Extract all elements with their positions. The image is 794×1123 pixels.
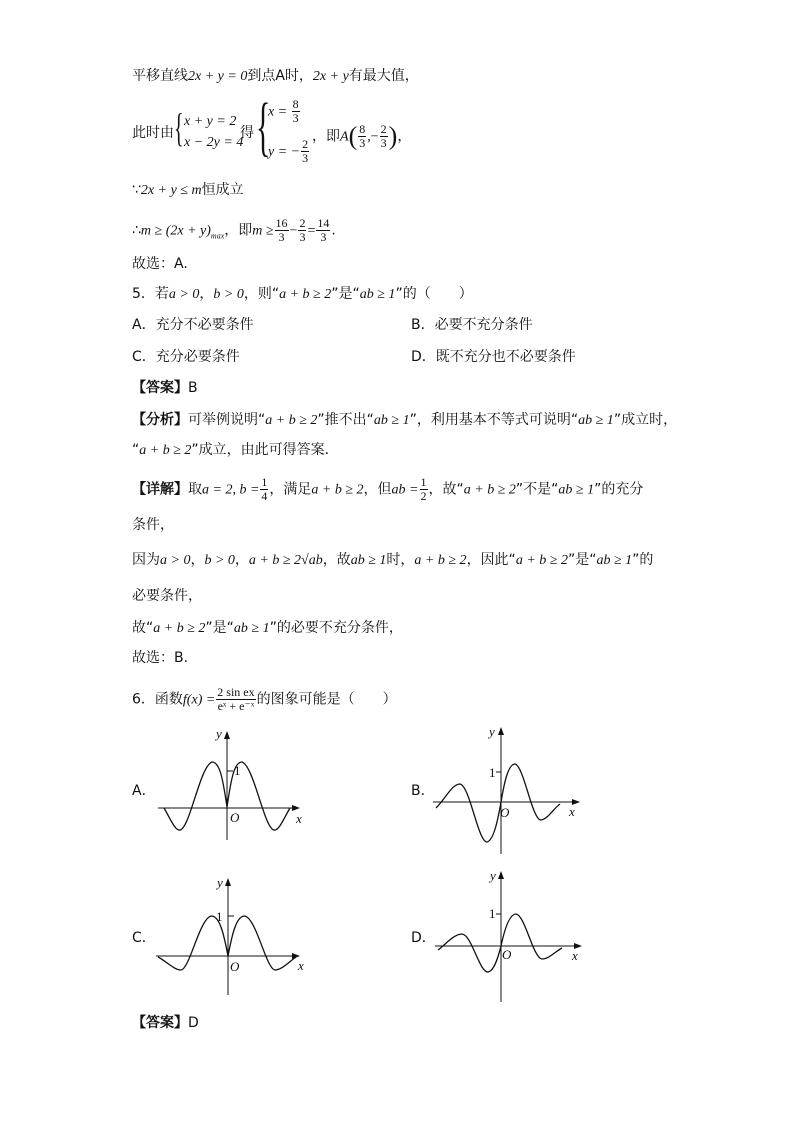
origin-label: O — [230, 959, 240, 974]
choose-b: 故选：B. — [132, 650, 189, 666]
system-2-row-1: x = $\frac{8}{3}$ — [268, 97, 299, 125]
solution-line-3 — [132, 180, 244, 201]
system-1-row-2: x − 2y = 4 — [184, 135, 244, 150]
point-expression: ，即A( $\frac{8}{3}$ ,− $\frac{2}{3}$ )， — [312, 121, 412, 151]
option-c-label: C． — [132, 930, 156, 946]
x-axis-label: x — [572, 948, 578, 963]
graph-b — [430, 724, 590, 856]
y-axis-label: y — [489, 724, 495, 739]
answer-6: 【答案】D — [132, 1015, 199, 1031]
text: 此时由 — [132, 125, 174, 141]
because-symbol: ∵ — [132, 182, 141, 198]
graph-c — [150, 875, 310, 997]
answer-5: 【答案】B — [132, 380, 198, 396]
option-a: A．充分不必要条件 — [132, 317, 254, 333]
option-b-label: B． — [411, 783, 435, 799]
tick-1-label: 1 — [489, 765, 496, 780]
origin-label: O — [502, 947, 512, 962]
text: 得 — [240, 125, 254, 141]
graph-a — [150, 728, 310, 843]
text: 平移直线 — [132, 68, 188, 84]
y-axis-label: y — [216, 726, 222, 741]
y-axis-label: y — [217, 875, 223, 890]
math: 2x + y — [312, 69, 349, 84]
solution-line-1 — [132, 66, 419, 87]
left-brace: { — [174, 105, 184, 150]
origin-label: O — [230, 810, 240, 825]
option-d-label: D． — [411, 930, 436, 946]
y-axis-label: y — [490, 868, 496, 883]
left-brace: { — [256, 90, 271, 163]
option-b: B．必要不充分条件 — [411, 317, 533, 333]
x-axis-label: x — [298, 958, 304, 973]
x-axis-label: x — [569, 804, 575, 819]
question-5-stem: 5．若a > 0，b > 0，则“a + b ≥ 2”是“ab ≥ 1”的（ ） — [132, 286, 473, 302]
tick-1-label: 1 — [234, 763, 241, 778]
detail-5-line-3: 因为a > 0，b > 0，a + b ≥ 2√ab，故ab ≥ 1时，a + b ≥ 2，因此“a + b ≥ 2”是“ab ≥ 1”的 — [132, 552, 654, 568]
math: 2x + y ≤ m — [140, 183, 202, 198]
system-1-row-1: x + y = 2 — [184, 114, 237, 129]
analysis-5-line-2: “a + b ≥ 2”成立，由此可得答案. — [132, 442, 330, 458]
max-expression: ∴m ≥ $(2x + y)_{max}$，即m ≥ $\frac{16}{3}$ − $\frac{2}{3}$ = $\frac{14}{3}$ . — [132, 216, 336, 244]
detail-5-line-5: 故“a + b ≥ 2”是“ab ≥ 1”的必要不充分条件， — [132, 620, 403, 636]
system-2-row-2: y = − $\frac{2}{3}$ — [268, 137, 309, 165]
detail-5-line-2: 条件， — [132, 517, 174, 533]
option-c: C．充分必要条件 — [132, 349, 240, 365]
text: 有最大值， — [348, 68, 419, 84]
text: 到点A时， — [247, 68, 313, 84]
x-axis-label: x — [296, 811, 302, 826]
analysis-5-line-1: 【分析】可举例说明“a + b ≥ 2”推不出“ab ≥ 1”，利用基本不等式可说明“ab ≥ 1”成立时， — [132, 412, 678, 428]
option-a-label: A． — [132, 783, 156, 799]
graph-d — [432, 868, 592, 1004]
detail-5-line-4: 必要条件， — [132, 588, 202, 604]
option-d: D．既不充分也不必要条件 — [411, 349, 576, 365]
text: 恒成立 — [201, 182, 244, 198]
tick-1-label: 1 — [489, 906, 496, 921]
origin-label: O — [500, 805, 510, 820]
math: 2x + y = 0 — [188, 69, 248, 84]
choose-a: 故选：A. — [132, 256, 188, 272]
tick-1-label: 1 — [216, 909, 223, 924]
